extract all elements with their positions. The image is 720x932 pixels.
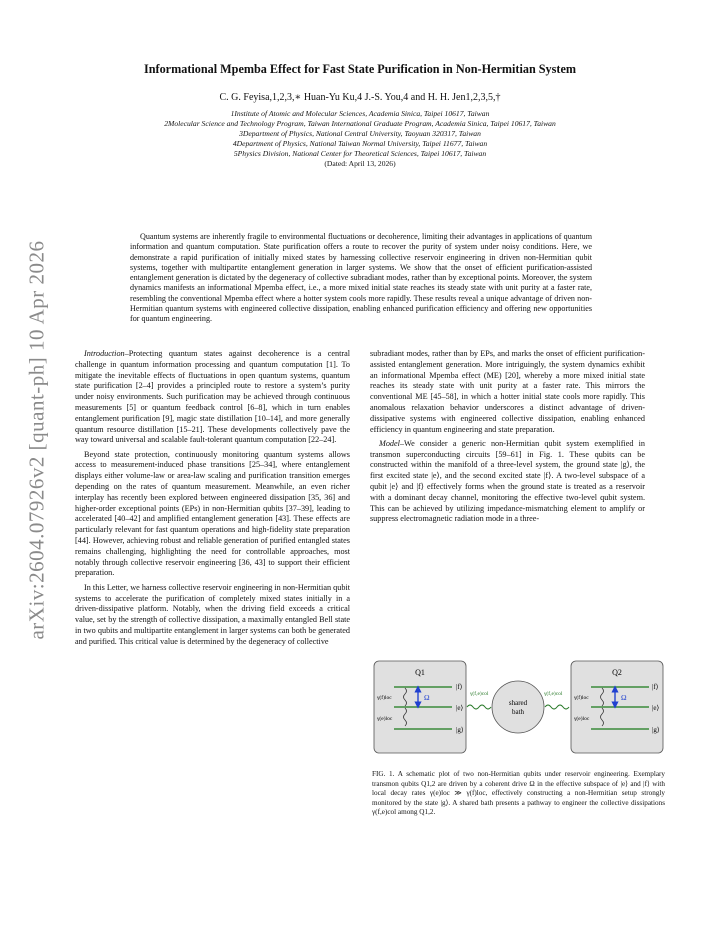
affiliation-5: 5Physics Division, National Center for Theoretical Sciences, Taipei 10617, Taiwan [233,149,487,158]
bath-label-2: bath [511,708,525,716]
schematic-svg [372,655,665,760]
figure-1-schematic [372,655,665,760]
coupling-wave-left [467,705,491,709]
q2-omega: Ω [621,693,627,702]
q1-state-f: |f⟩ [456,683,463,691]
paragraph-introduction [75,349,350,446]
paper-title: Informational Mpemba Effect for Fast State Purification in Non-Hermitian System [143,62,577,76]
left-column [75,349,350,651]
section-lead-introduction: Introduction [84,349,125,358]
paragraph-text: Beyond state protection, continuously monitoring quantum systems allows access to measurement-induced phase transitions [25–34], where entanglement displays either volume-law or area-law scaling and purification transition emerges depending on the rates of quantum measurement. Meanwhile, an even richer interplay has recently been explored between engineered dissipation [35, 36] and higher-order exceptional points (EPs) in non-Hermitian qubits [37–39], leading to accelerated [40–42] and amplified entanglement generation [43]. These effects are particularly relevant for fast quantum operations and high-fidelity state preparation [44]. However, achieving robust and reliable generation of purified entangled states remains challenging, highlighting the need for controllable approaches, most notably through collective reservoir engineering [36, 43] to support their efficient preparation. [75,449,350,578]
section-lead-model: Model [379,438,400,448]
q2-gamma-f-loc: γ(f)loc [574,695,589,701]
right-column [370,349,645,529]
abstract [130,232,592,325]
paragraph-text: subradiant modes, rather than by EPs, and marks the onset of efficient purification-assisted entanglement generation. More intriguingly, the system dynamics exhibit an informational Mpemba effect (ME) [20], whereby a more mixed initial state reaches its steady state with unit purity at a faster rate. This mirrors the conventional ME [45–58], in which a hotter initial state cools more rapidly. This anomalous relaxation behavior underscores a distinct advantage of driven-dissipative systems with engineered collective dissipation, enabling enhanced efficiency in quantum engineering and state preparation. [370,349,645,434]
gamma-col-left: γ(f,e)col [470,691,489,697]
q1-gamma-f-loc: γ(f)loc [377,695,392,701]
affiliation-4: 4Department of Physics, National Taiwan Normal University, Taipei 11677, Taiwan [232,139,488,148]
q2-state-g: |g⟩ [652,726,660,734]
affiliation-3: 3Department of Physics, National Central University, Taoyuan 320317, Taiwan [239,129,481,138]
author-list: C. G. Feyisa,1,2,3,∗ Huan-Yu Ku,4 J.-S. You,4 and H. H. Jen1,2,3,5,† [219,92,501,103]
paragraph-text: In this Letter, we harness collective reservoir engineering in non-Hermitian qubit systems to accelerate the purification of completely mixed states initially in a driven-dissipative platform. Notably, when the driving field exceeds a critical value, set by the strength of collective dissipation, a maximally entangled Bell state in two qubits and multipartite entanglement in larger systems can both be generated and purified. This critical value is determined by the degeneracy of collective [75,582,350,646]
q2-state-e: |e⟩ [652,704,660,712]
q2-state-f: |f⟩ [652,683,659,691]
gamma-col-right: γ(f,e)col [544,691,563,697]
paragraph [370,349,645,435]
paragraph-model [370,439,645,525]
arxiv-id-text: arXiv:2604.07926v2 [quant-ph] 10 Apr 2026 [24,240,49,640]
affiliations [70,109,650,169]
abstract-text: Quantum systems are inherently fragile to environmental fluctuations or decoherence, limiting their advantages in applications of quantum information and quantum computation. State purification offers a route to recover the purity of system under noisy conditions. Here, we demonstrate a rapid purification of initially mixed states by harnessing collective reservoir engineering in driven non-Hermitian qubit systems, together with multipartite entanglement generation in larger systems. We show that the onset of efficient purification-assisted entanglement generation is dictated by the degeneracy of collective subradiant modes, rather than by exceptional points. Moreover, the system dynamics manifests an informational Mpemba effect, i.e., a more mixed initial state reaches its steady state with unit purity at a faster rate, resembling the conventional Mpemba effect where a hotter system cools more rapidly. These results reveal a unique advantage of driven non-Hermitian quantum systems with engineered collective dissipation, enabling enhanced purification efficiency and offering new opportunities for quantum engineering. [130,232,592,324]
bath-label-1: shared [508,699,528,707]
q2-gamma-e-loc: γ(e)loc [574,716,590,722]
coupling-wave-right [545,705,569,709]
q1-gamma-e-loc: γ(e)loc [377,716,393,722]
q1-label: Q1 [415,668,425,677]
q2-label: Q2 [612,668,622,677]
paragraph [75,583,350,648]
q1-omega: Ω [424,693,430,702]
affiliation-2: 2Molecular Science and Technology Program, Taiwan International Graduate Program, Academia Sinica, Taipei 10617, Taiwan [164,119,556,128]
figure-1-caption: FIG. 1. A schematic plot of two non-Hermitian qubits under reservoir engineering. Exemplary transmon qubits Q1,2 are driven by a coherent drive Ω in the effective subspace of |e⟩ and |f⟩ with local decay rates γ(e)loc ≫ γ(f)loc, effectively constructing a non-Hermitian setup strongly monitored by the state |g⟩. A shared bath presents a pathway to engineer the collective dissipations γ(f,e)col among Q1,2. [372,770,665,816]
affiliation-1: 1Institute of Atomic and Molecular Sciences, Academia Sinica, Taipei 10617, Taiwan [230,109,490,118]
arxiv-identifier [22,220,52,660]
shared-bath-circle [492,681,544,733]
paragraph [75,450,350,580]
paragraph-text: –We consider a generic non-Hermitian qubit system exemplified in transmon superconducting circuits [59–61] in Fig. 1. These qubits can be constructed within the manifold of a three-level system, the ground state |g⟩, the first excited state |e⟩, and the second excited state |f⟩. A two-level subspace of a qubit |e⟩ and |f⟩ effectively forms when the ground state is treated as a reservoir with a dominant decay channel, monitoring the effective two-level qubit system. This can be achieved by utilizing impedance-mismatching element to amplify or suppress electromagnetic radiation mode in a three- [370,438,645,524]
q1-state-g: |g⟩ [456,726,464,734]
q1-state-e: |e⟩ [456,704,464,712]
dated-line: (Dated: April 13, 2026) [324,159,396,168]
paragraph-text: –Protecting quantum states against decoherence is a central challenge in quantum information processing and quantum computation [1]. To mitigate the inevitable effects of fluctuations in open quantum systems, quantum state purification [2–4] provides a principled route to restore a system’s purity under noisy environments. Such purification may be achieved through continuous measurements [5] or quantum feedback control [6–8], which in turn enables entanglement purification [9], magic state distillation [10–14], and more generally quantum resource distillation [15–21]. These developments collectively pave the way toward universal and scalable fault-tolerant quantum computation [22–24]. [75,349,350,445]
